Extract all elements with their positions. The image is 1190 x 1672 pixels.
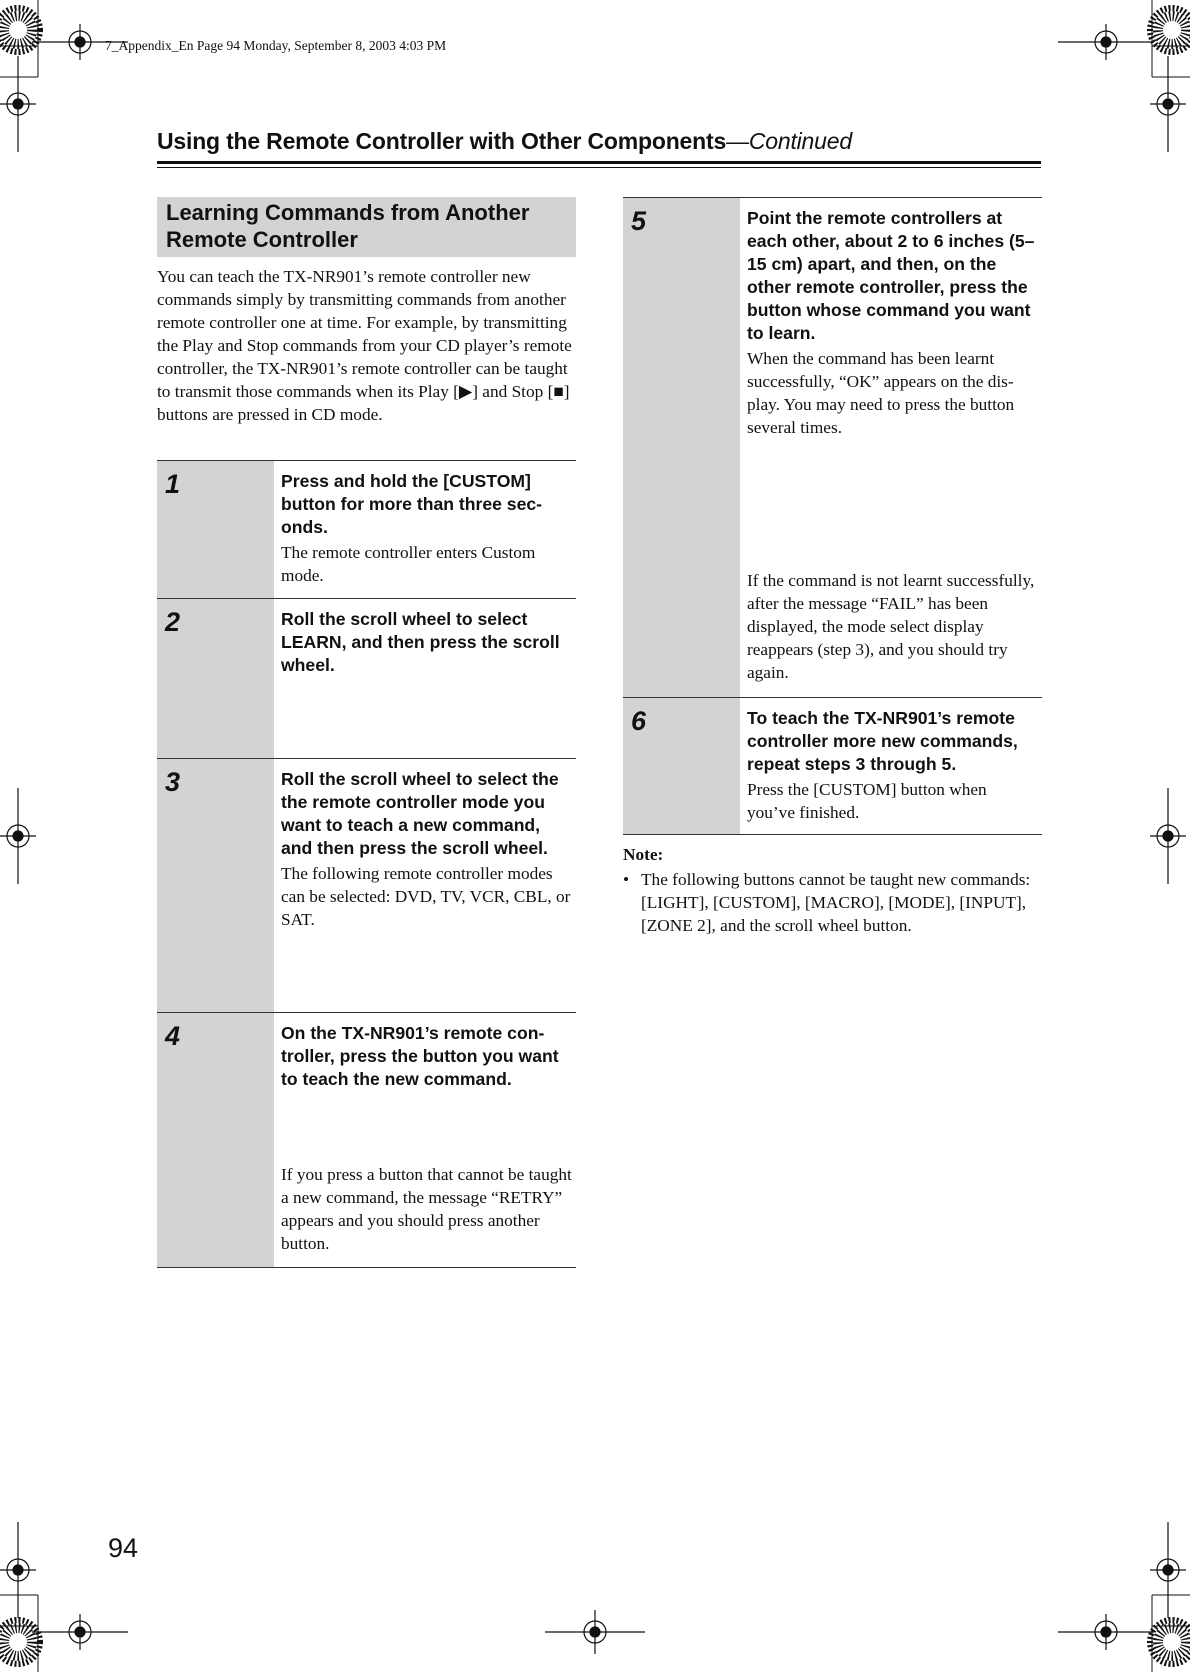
intro-paragraph bbox=[157, 265, 578, 426]
step-number: 5 bbox=[623, 198, 740, 698]
note-text: The following buttons cannot be taught new commands: [LIGHT], [CUSTOM], [MACRO], [MODE], [INPUT], [ZONE 2], and the scroll wheel button. bbox=[641, 870, 1031, 935]
page-title-text: Using the Remote Controller with Other Components bbox=[157, 128, 727, 154]
step-4 bbox=[157, 1012, 576, 1268]
step-number: 1 bbox=[157, 461, 274, 599]
step-5 bbox=[623, 197, 1042, 698]
note-item bbox=[623, 868, 1043, 937]
note-heading: Note: bbox=[623, 845, 664, 864]
stop-icon: ■ bbox=[553, 382, 564, 401]
intro-text-1: You can teach the TX-NR901’s remote controller new commands simply by transmitting commands from another remote controller one at time. For example, by transmitting the Play and Stop commands from your CD player’s remote controller, the TX-NR901’s remote controller can be taught to transmit those commands when its Play [ bbox=[157, 267, 572, 401]
page-number: 94 bbox=[108, 1533, 139, 1563]
step-description: When the command has been learnt successfully, “OK” appears on the display. You may need to press the button several times. bbox=[747, 349, 1015, 437]
step-1 bbox=[157, 460, 576, 599]
step-number: 3 bbox=[157, 759, 274, 1013]
play-icon: ▶ bbox=[458, 382, 473, 401]
bullet-icon: • bbox=[623, 870, 630, 889]
step-2 bbox=[157, 598, 576, 759]
step-instruction: To teach the TX-NR901’s remote controller more new commands, repeat steps 3 through 5. bbox=[747, 708, 1018, 774]
title-rule-thin bbox=[157, 167, 1041, 168]
intro-text-2: ] and Stop [ bbox=[472, 382, 554, 401]
page-title bbox=[157, 128, 852, 155]
step-number: 6 bbox=[623, 698, 740, 834]
step-3 bbox=[157, 758, 576, 1013]
step-instruction: Point the remote controllers at each other, about 2 to 6 inches (5–15 cm) apart, and then, on the other remote controller, press the button whose command you want to learn. bbox=[747, 208, 1035, 343]
step-6 bbox=[623, 697, 1042, 835]
intro-text-3: ] buttons are pressed in CD mode. bbox=[157, 382, 570, 424]
step-description: The following remote controller modes can be selected: DVD, TV, VCR, CBL, or SAT. bbox=[281, 864, 571, 929]
section-heading: Learning Commands from Another Remote Controller bbox=[157, 197, 576, 257]
step-description-secondary: If you press a button that cannot be taught a new command, the message “RETRY” appears and you should press another button. bbox=[281, 1165, 572, 1253]
step-instruction: On the TX-NR901’s remote controller, press the button you want to teach the new command. bbox=[281, 1023, 559, 1089]
step-instruction: Roll the scroll wheel to select the the remote controller mode you want to teach a new command, and then press the scroll wheel. bbox=[281, 769, 559, 858]
step-description: Press the [CUSTOM] button when you’ve finished. bbox=[747, 780, 987, 822]
step-number: 2 bbox=[157, 599, 274, 759]
step-instruction: Press and hold the [CUSTOM] button for more than three seconds. bbox=[281, 471, 542, 537]
title-rule bbox=[157, 161, 1041, 164]
print-slug: 7_Appendix_En Page 94 Monday, September 8, 2003 4:03 PM bbox=[105, 38, 447, 53]
step-description-secondary: If the command is not learnt successfully, after the message “FAIL” has been displayed, the mode select display reappears (step 3), and you should try again. bbox=[747, 571, 1035, 682]
step-instruction: Roll the scroll wheel to select LEARN, and then press the scroll wheel. bbox=[281, 609, 560, 675]
step-number: 4 bbox=[157, 1013, 274, 1267]
page-title-continued: —Continued bbox=[726, 128, 852, 154]
step-description: The remote controller enters Custom mode. bbox=[281, 543, 536, 585]
